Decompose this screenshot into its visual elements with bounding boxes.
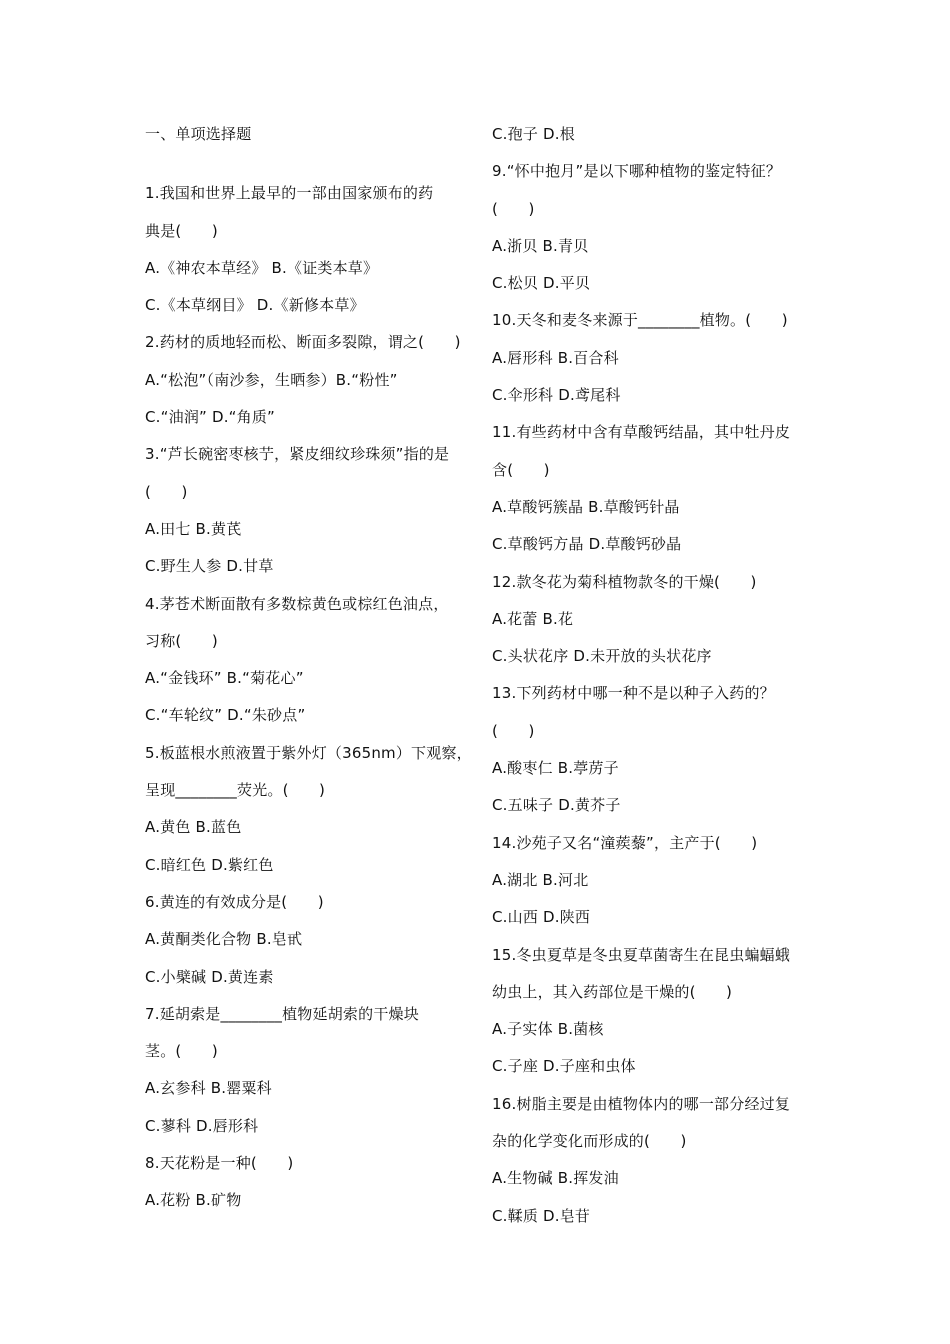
text-line: 1.我国和世界上最早的一部由国家颁布的药 [145, 184, 434, 203]
text-line: A.玄参科 B.罂粟科 [145, 1079, 272, 1098]
text-line: C.野生人参 D.甘草 [145, 557, 274, 576]
text-line: ( ) [492, 199, 535, 218]
text-line: C.子座 D.子座和虫体 [492, 1057, 636, 1076]
text-line: C.草酸钙方晶 D.草酸钙砂晶 [492, 535, 682, 554]
text-line: C.伞形科 D.鸢尾科 [492, 386, 621, 405]
text-line: 3.“芦长碗密枣核艼，紧皮细纹珍珠须”指的是 [145, 445, 450, 464]
text-line: 15.冬虫夏草是冬虫夏草菌寄生在昆虫蝙蝠蛾 [492, 945, 791, 964]
text-line: A.浙贝 B.青贝 [492, 236, 589, 255]
text-line: A.湖北 B.河北 [492, 870, 589, 889]
text-line: C.五味子 D.黄芥子 [492, 796, 621, 815]
text-line: 4.茅苍术断面散有多数棕黄色或棕红色油点， [145, 594, 449, 613]
text-line: C.“油润” D.“角质” [145, 408, 276, 427]
text-line: A.黄色 B.蓝色 [145, 818, 242, 837]
section-heading: 一、单项选择题 [145, 125, 252, 143]
text-line: 12.款冬花为菊科植物款冬的干燥( ) [492, 572, 757, 591]
text-line: A.子实体 B.菌核 [492, 1020, 604, 1039]
text-line: 2.药材的质地轻而松、断面多裂隙，谓之( ) [145, 333, 461, 352]
text-line: 5.板蓝根水煎液置于紫外灯（365nm）下观察， [145, 743, 472, 762]
text-line: C.山西 D.陕西 [492, 908, 591, 927]
text-line: 茎。( ) [145, 1042, 218, 1061]
text-line: A.草酸钙簇晶 B.草酸钙针晶 [492, 497, 680, 516]
text-line: A.“松泡”（南沙参，生晒参）B.“粉性” [145, 370, 398, 389]
text-line: C.头状花序 D.未开放的头状花序 [492, 647, 712, 666]
text-line: 呈现________荧光。( ) [145, 781, 326, 800]
text-line: A.花粉 B.矿物 [145, 1191, 242, 1210]
text-line: A.酸枣仁 B.葶苈子 [492, 759, 619, 778]
left-column [145, 116, 475, 1220]
text-line: 16.树脂主要是由植物体内的哪一部分经过复 [492, 1094, 791, 1113]
text-line: A.黄酮类化合物 B.皂甙 [145, 930, 303, 949]
text-line: 典是( ) [145, 221, 218, 240]
text-line: A.《神农本草经》 B.《证类本草》 [145, 258, 379, 277]
text-line: C.“车轮纹” D.“朱砂点” [145, 706, 306, 725]
text-line: C.鞣质 D.皂苷 [492, 1206, 591, 1225]
text-line: 7.延胡索是________植物延胡索的干燥块 [145, 1004, 419, 1023]
right-column [492, 116, 822, 1235]
text-line: A.生物碱 B.挥发油 [492, 1169, 619, 1188]
text-line: 13.下列药材中哪一种不是以种子入药的？ [492, 684, 775, 703]
text-line: ( ) [145, 482, 188, 501]
text-line: C.松贝 D.平贝 [492, 274, 591, 293]
text-line: 8.天花粉是一种( ) [145, 1154, 294, 1173]
text-line: 9.“怀中抱月”是以下哪种植物的鉴定特征？ [492, 162, 782, 181]
text-line: C.蓼科 D.唇形科 [145, 1116, 259, 1135]
text-line: A.“金钱环” B.“菊花心” [145, 669, 304, 688]
text-line: 含( ) [492, 460, 550, 479]
text-line: A.田七 B.黄芪 [145, 519, 242, 538]
text-line: C.孢子 D.根 [492, 125, 575, 143]
text-line: C.《本草纲目》 D.《新修本草》 [145, 296, 365, 315]
text-line: 习称( ) [145, 631, 218, 650]
text-line: 10.天冬和麦冬来源于________植物。( ) [492, 311, 788, 330]
text-line: 11.有些药材中含有草酸钙结晶，其中牡丹皮 [492, 423, 791, 442]
text-line: C.小檗碱 D.黄连素 [145, 967, 274, 986]
text-line: 杂的化学变化而形成的( ) [492, 1132, 687, 1151]
text-line: A.花蕾 B.花 [492, 609, 574, 628]
text-line: 6.黄连的有效成分是( ) [145, 892, 324, 911]
text-line: A.唇形科 B.百合科 [492, 348, 619, 367]
text-line: 幼虫上，其入药部位是干燥的( ) [492, 982, 733, 1001]
text-line: ( ) [492, 721, 535, 740]
text-line: C.暗红色 D.紫红色 [145, 855, 274, 874]
text-line: 14.沙苑子又名“潼蒺藜”，主产于( ) [492, 833, 758, 852]
